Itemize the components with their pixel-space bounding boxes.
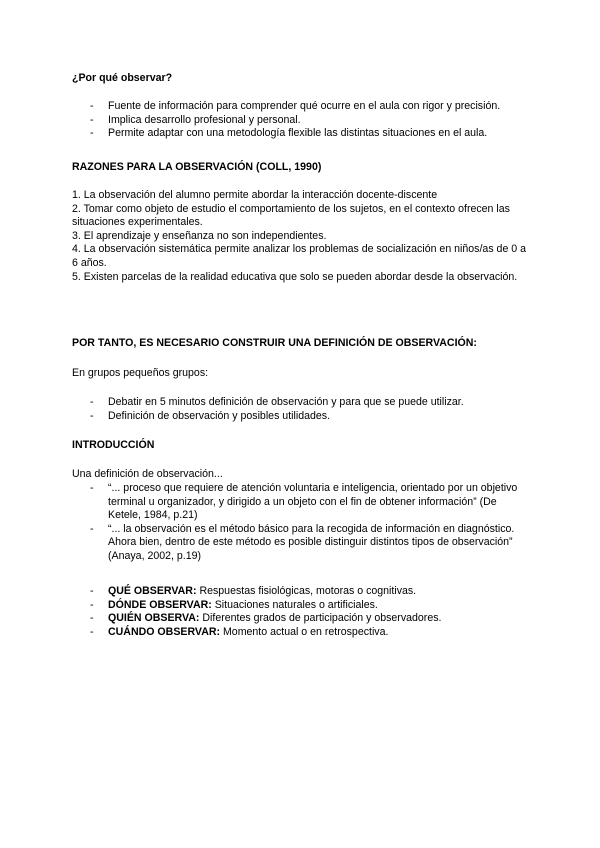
term-label: CUÁNDO OBSERVAR:	[108, 625, 221, 638]
term-label: QUÉ OBSERVAR:	[108, 585, 197, 597]
numbered-item: 2. Tomar como objeto de estudio el comportamiento de los sujetos, en el contexto ofrecen las situaciones experimentales.	[72, 202, 510, 229]
list-item: - Permite adaptar con una metodología flexible las distintas situaciones en el aula.	[90, 127, 488, 140]
term-item: - DÓNDE OBSERVAR: Situaciones naturales o artificiales.	[90, 598, 378, 611]
term-item: - QUIÉN OBSERVA: Diferentes grados de participación y observadores.	[90, 612, 442, 625]
list-item: - Debatir en 5 minutos definición de observación y para que se puede utilizar.	[90, 396, 464, 408]
definicion-intro: Una definición de observación...	[72, 468, 223, 480]
por-que-observar-list	[72, 100, 528, 141]
list-item: - Definición de observación y posibles utilidades.	[90, 409, 331, 422]
razones-list	[72, 189, 528, 284]
term-desc: Momento actual o en retrospectiva.	[220, 625, 389, 638]
term-desc: Diferentes grados de participación y observadores.	[199, 612, 442, 625]
quote-item: - “... la observación es el método básico para la recogida de información en diagnóstico. Ahora bien, dentro de este método es posible distinguir distintos tipos de observación” (Anaya, 2002, p.19)	[90, 522, 515, 562]
term-label: DÓNDE OBSERVAR:	[108, 598, 212, 611]
quotes-list	[72, 482, 528, 564]
numbered-item: 4. La observación sistemática permite analizar los problemas de socialización en niños/as de 0 a 6 años.	[72, 243, 527, 269]
section-heading-razones: RAZONES PARA LA OBSERVACIÓN (COLL, 1990)	[72, 161, 322, 173]
terms-list	[72, 585, 528, 639]
term-item: - QUÉ OBSERVAR: Respuestas fisiológicas, motoras o cognitivas.	[90, 585, 417, 597]
section-heading-por-que-observar: ¿Por qué observar?	[72, 72, 173, 84]
grupos-list	[72, 396, 528, 423]
numbered-item: 1. La observación del alumno permite abordar la interacción docente-discente	[72, 189, 438, 201]
term-desc: Respuestas fisiológicas, motoras o cognitivas.	[196, 585, 417, 597]
term-label: QUIÉN OBSERVA:	[108, 612, 200, 625]
term-item: - CUÁNDO OBSERVAR: Momento actual o en retrospectiva.	[90, 625, 389, 638]
section-heading-definicion: POR TANTO, ES NECESARIO CONSTRUIR UNA DEFINICIÓN DE OBSERVACIÓN:	[72, 337, 477, 349]
numbered-item: 5. Existen parcelas de la realidad educativa que solo se pueden abordar desde la observación.	[72, 270, 518, 283]
section-heading-introduccion: INTRODUCCIÓN	[72, 439, 155, 451]
grupos-intro: En grupos pequeños grupos:	[72, 367, 209, 379]
quote-item: - “... proceso que requiere de atención voluntaria e inteligencia, orientado por un objetivo terminal u organizador, y dirigido a un objeto con el fin de obtener información” (De Ketele, 1984, p.21)	[90, 482, 518, 522]
list-item: - Fuente de información para comprender qué ocurre en el aula con rigor y precisión.	[90, 100, 501, 112]
list-item: - Implica desarrollo profesional y personal.	[90, 113, 301, 126]
term-desc: Situaciones naturales o artificiales.	[211, 598, 378, 611]
numbered-item: 3. El aprendizaje y enseñanza no son independientes.	[72, 229, 327, 242]
